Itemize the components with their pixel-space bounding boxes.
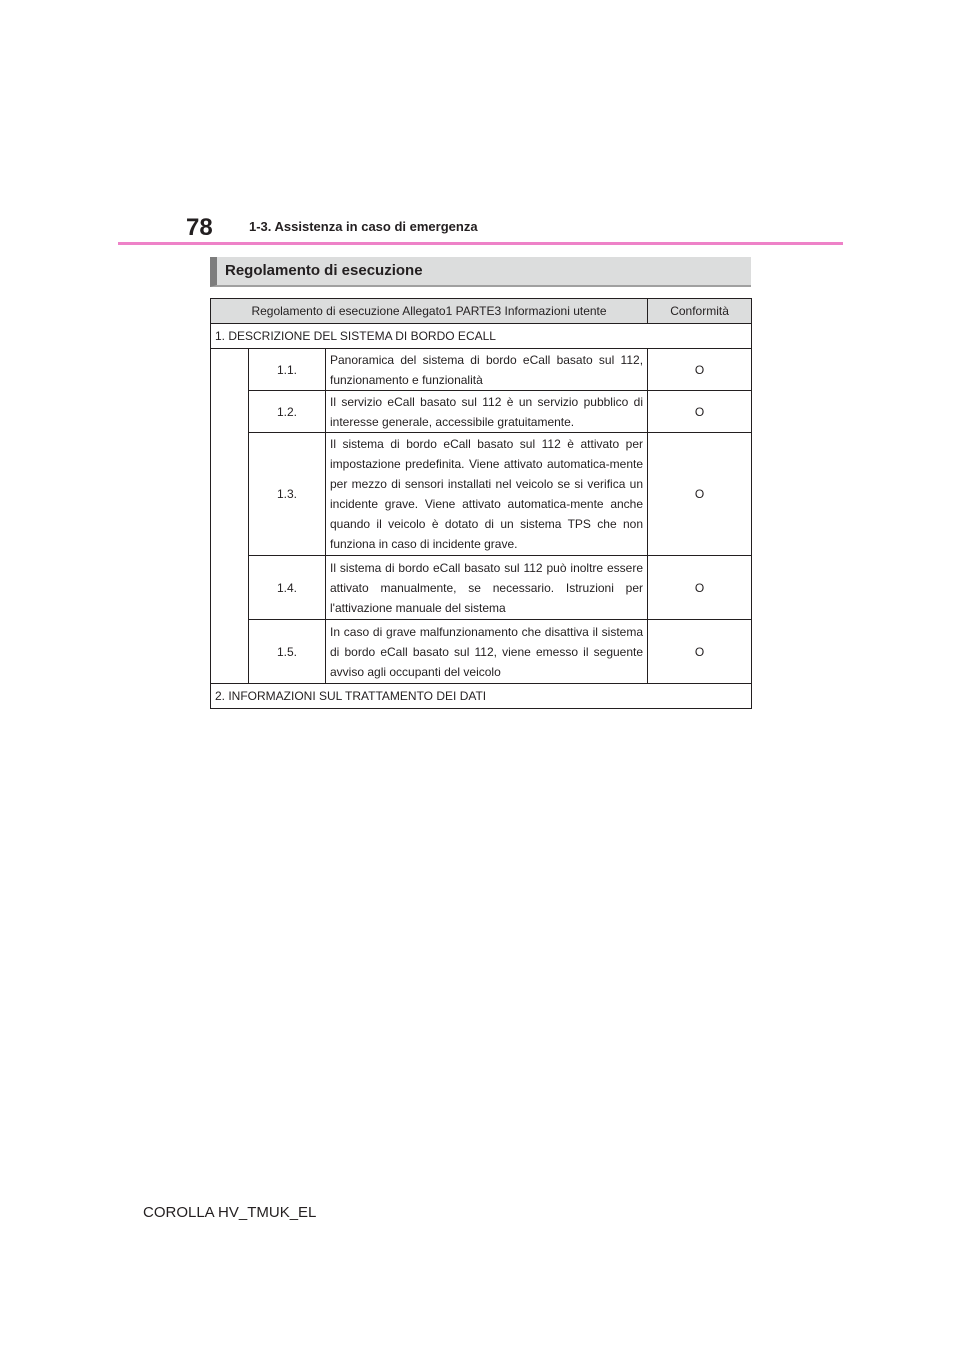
row-conformity: O xyxy=(648,391,752,433)
row-number: 1.4. xyxy=(249,556,326,620)
header-rule xyxy=(118,242,843,245)
row-text: Panoramica del sistema di bordo eCall basato sul 112, funzionamento e funzionalità xyxy=(326,349,648,391)
table-section-row xyxy=(211,684,752,709)
row-text: Il sistema di bordo eCall basato sul 112 è attivato per impostazione predefinita. Viene attivato automatica-mente per mezzo di sensori installati nel veicolo se si verifica un incidente grave. Viene attivato automatica-mente anche quando il veicolo è dotato di un sistema TPS che non funziona in caso di incidente grave. xyxy=(326,433,648,556)
table-row xyxy=(211,391,752,433)
regulation-table xyxy=(210,298,752,709)
row-text: Il servizio eCall basato sul 112 è un servizio pubblico di interesse generale, accessibile gratuitamente. xyxy=(326,391,648,433)
section-heading xyxy=(210,257,751,287)
footer-model-code: COROLLA HV_TMUK_EL xyxy=(143,1204,317,1221)
row-conformity: O xyxy=(648,556,752,620)
row-number: 1.5. xyxy=(249,620,326,684)
row-conformity: O xyxy=(648,620,752,684)
group-indent-cell xyxy=(211,349,249,684)
section-2-title: 2. INFORMAZIONI SUL TRATTAMENTO DEI DATI xyxy=(211,684,752,709)
table-row xyxy=(211,556,752,620)
header-regulation: Regolamento di esecuzione Allegato1 PARTE3 Informazioni utente xyxy=(211,299,648,324)
row-text: Il sistema di bordo eCall basato sul 112 può inoltre essere attivato manualmente, se necessario. Istruzioni per l'attivazione manuale del sistema xyxy=(326,556,648,620)
row-text: In caso di grave malfunzionamento che disattiva il sistema di bordo eCall basato sul 112, viene emesso il seguente avviso agli occupanti del veicolo xyxy=(326,620,648,684)
page-number: 78 xyxy=(186,214,213,241)
row-number: 1.2. xyxy=(249,391,326,433)
row-number: 1.3. xyxy=(249,433,326,556)
table-header-row xyxy=(211,299,752,324)
table-section-row xyxy=(211,324,752,349)
chapter-title: 1-3. Assistenza in caso di emergenza xyxy=(249,219,478,234)
row-number: 1.1. xyxy=(249,349,326,391)
section-heading-title: Regolamento di esecuzione xyxy=(225,262,423,279)
row-conformity: O xyxy=(648,433,752,556)
row-conformity: O xyxy=(648,349,752,391)
section-1-title: 1. DESCRIZIONE DEL SISTEMA DI BORDO ECALL xyxy=(211,324,752,349)
header-conformity: Conformità xyxy=(648,299,752,324)
table-row xyxy=(211,433,752,556)
table-row xyxy=(211,349,752,391)
table-row xyxy=(211,620,752,684)
